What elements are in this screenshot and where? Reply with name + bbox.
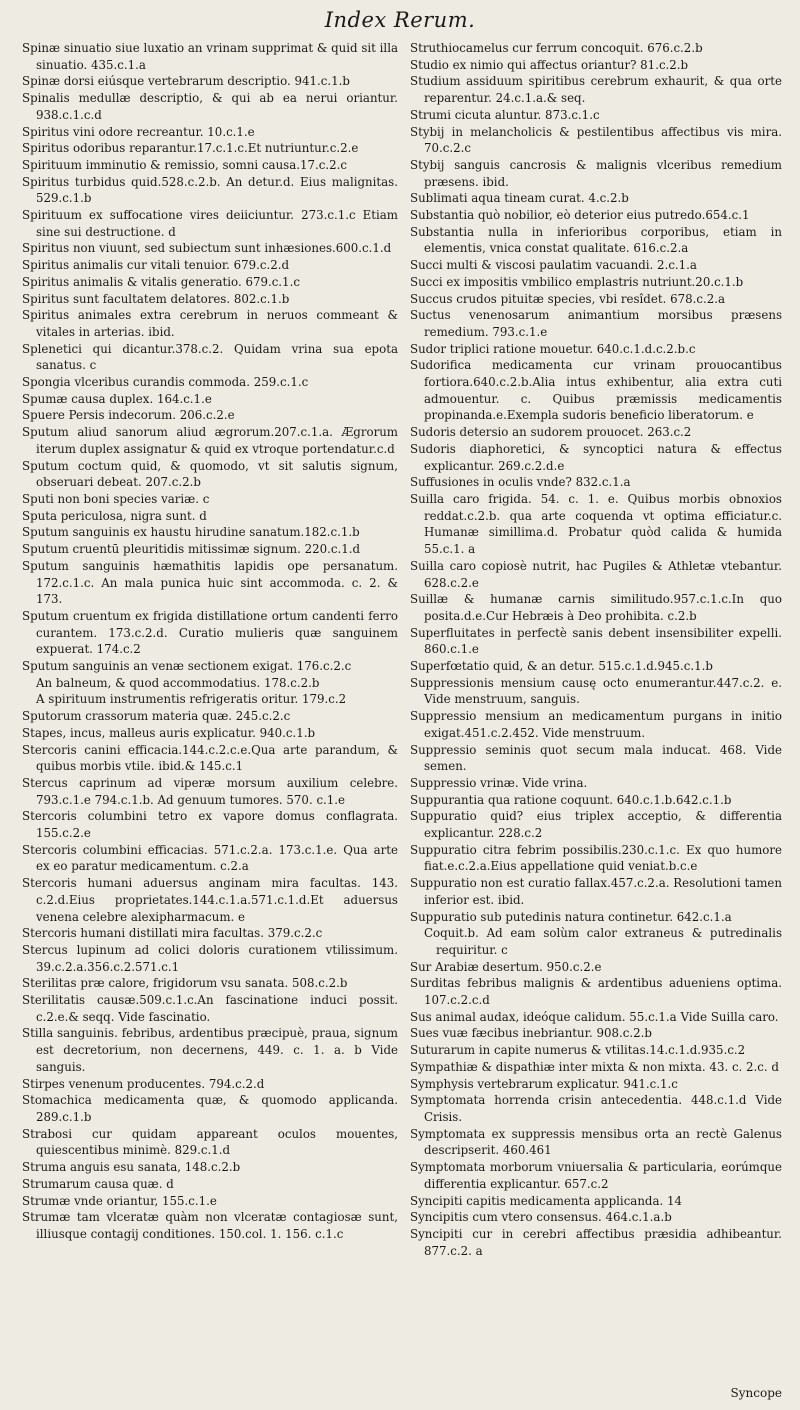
- index-entry: Sterilitatis causæ.509.c.1.c.An fascinatione induci possit. c.2.e.& seqq. Vide fascinatio.: [22, 993, 398, 1024]
- index-entry: Syncipitis cum vtero consensus. 464.c.1.a.b: [410, 1210, 672, 1225]
- index-entry: Stirpes venenum producentes. 794.c.2.d: [22, 1076, 265, 1091]
- index-entry: Stybij sanguis cancrosis & malignis vlceribus remedium præsens. ibid.: [410, 157, 782, 189]
- index-entry: Symptomata morborum vniuersalia & particularia, eorúmque differentia explicantur. 657.c.2: [410, 1160, 782, 1191]
- index-entry: Spiritus animalis & vitalis generatio. 679.c.1.c: [22, 274, 300, 289]
- index-entry: Spiritus non viuunt, sed subiectum sunt inhæsiones.600.c.1.d: [22, 241, 392, 256]
- index-entry: Sublimati aqua tineam curat. 4.c.2.b: [410, 191, 629, 206]
- index-entry: Sputum sanguinis hæmathitis lapidis ope persanatum. 172.c.1.c. An mala punica huic sint accommoda. c. 2. & 173.: [22, 558, 398, 607]
- index-entry: Suillæ & humanæ carnis similitudo.957.c.1.c.In quo posita.d.e.Cur Hebræis à Deo prohibita. c.2.b: [410, 592, 782, 623]
- index-entry: Symphysis vertebrarum explicatur. 941.c.1.c: [410, 1076, 678, 1091]
- index-entry: Stomachica medicamenta quæ, & quomodo applicanda. 289.c.1.b: [22, 1093, 398, 1124]
- index-entry: Sus animal audax, ideóque calidum. 55.c.1.a Vide Suilla caro.: [410, 1009, 779, 1024]
- index-entry: Suilla caro copiosè nutrit, hac Pugiles & Athletæ vtebantur. 628.c.2.e: [410, 558, 782, 590]
- index-entry: An balneum, & quod accommodatius. 178.c.2.b: [36, 675, 320, 690]
- index-entry: Suppuratio non est curatio fallax.457.c.2.a. Resolutioni tamen inferior est. ibid.: [410, 876, 782, 907]
- index-entry: Spinæ dorsi eiúsque vertebrarum descriptio. 941.c.1.b: [22, 74, 350, 89]
- index-entry: Spiritus turbidus quid.528.c.2.b. An detur.d. Eius malignitas. 529.c.1.b: [22, 174, 398, 206]
- index-entry: Spongia vlceribus curandis commoda. 259.c.1.c: [22, 375, 309, 390]
- index-entry: Suppressio vrinæ. Vide vrina.: [410, 775, 588, 790]
- index-entry: Sputum cruentū pleuritidis mitissimæ signum. 220.c.1.d: [22, 542, 361, 557]
- index-entry: Succus crudos pituitæ species, vbi resîdet. 678.c.2.a: [410, 291, 725, 306]
- index-entry: Sputum cruentum ex frigida distillatione ortum candenti ferro curantem. 173.c.2.d. Curatio mulieris quæ sanguinem expuerat. 174.c.2: [22, 608, 398, 657]
- index-entry: Suturarum in capite numerus & vtilitas.14.c.1.d.935.c.2: [410, 1043, 746, 1058]
- index-entry: Stercoris columbini efficacias. 571.c.2.a. 173.c.1.e. Qua arte ex eo paratur medicamentum. c.2.a: [22, 842, 398, 874]
- index-entry: Stercoris humani aduersus anginam mira facultas. 143. c.2.d.Eius proprietates.144.c.1.a.571.c.1.d.Et aduersus venena celebre alexipharmacum. e: [22, 876, 398, 924]
- index-entry: Syncipiti capitis medicamenta applicanda. 14: [410, 1193, 683, 1208]
- index-entry: Suppuratio quid? eius triplex acceptio, & differentia explicantur. 228.c.2: [410, 809, 782, 841]
- index-entry: Suppuratio citra febrim possibilis.230.c.1.c. Ex quo humore fiat.e.c.2.a.Eius appellatione quid veniat.b.c.e: [410, 842, 782, 874]
- index-entry: Spinalis medullæ descriptio, & qui ab ea nerui oriantur. 938.c.1.c.d: [22, 91, 398, 122]
- index-entry: Symptomata ex suppressis mensibus orta an rectè Galenus descripserit. 460.461: [410, 1126, 782, 1158]
- index-entry: Suppuratio sub putedinis natura continetur. 642.c.1.a: [410, 909, 732, 924]
- index-entry: Sympathiæ & dispathiæ inter mixta & non mixta. 43. c. 2.c. d: [410, 1059, 779, 1074]
- index-entry: Coquit.b. Ad eam solùm calor extraneus & putredinalis requiritur. c: [424, 926, 782, 957]
- index-entry: Syncipiti cur in cerebri affectibus præsidia adhibeantur. 877.c.2. a: [410, 1226, 782, 1258]
- index-entry: Superfœtatio quid, & an detur. 515.c.1.d.945.c.1.b: [410, 659, 713, 674]
- index-entry: Stilla sanguinis. febribus, ardentibus præcipuè, praua, signum est decretorium, non decernens, 449. c. 1. a. b Vide sanguis.: [22, 1026, 398, 1074]
- index-entry: Spuere Persis indecorum. 206.c.2.e: [22, 408, 235, 423]
- index-entry: Stercus caprinum ad viperæ morsum auxilium celebre. 793.c.1.e 794.c.1.b. Ad genuum tumores. 570. c.1.e: [22, 775, 398, 807]
- index-entry: Strumæ vnde oriantur, 155.c.1.e: [22, 1193, 217, 1208]
- index-entry: Suppressionis mensium causę octo enumerantur.447.c.2. e. Vide menstruum, sanguis.: [410, 675, 782, 707]
- right-column: [410, 40, 782, 1259]
- index-entry: Spinæ sinuatio siue luxatio an vrinam supprimat & quid sit illa sinuatio. 435.c.1.a: [22, 41, 398, 72]
- index-entry: Splenetici qui dicantur.378.c.2. Quidam vrina sua epota sanatus. c: [22, 341, 398, 373]
- index-entry: Substantia nulla in inferioribus corporibus, etiam in elementis, vnica constat qualitate. 616.c.2.a: [410, 224, 782, 256]
- index-entry: Struma anguis esu sanata, 148.c.2.b: [22, 1160, 241, 1175]
- index-entry: Surditas febribus malignis & ardentibus adueniens optima. 107.c.2.c.d: [410, 976, 782, 1008]
- index-entry: Sputi non boni species variæ. c: [22, 491, 210, 506]
- index-entry: Stercoris humani distillati mira facultas. 379.c.2.c: [22, 926, 323, 941]
- index-entry: Suilla caro frigida. 54. c. 1. e. Quibus morbis obnoxios reddat.c.2.b. qua arte coquenda vt optima efficiatur.c. Humanæ simillima.d. Probatur quòd calida & humida 55.c.1. a: [410, 491, 782, 557]
- index-entry: Sudoris diaphoretici, & syncoptici natura & effectus explicantur. 269.c.2.d.e: [410, 441, 782, 473]
- index-entry: Strumæ tam vlceratæ quàm non vlceratæ contagiosæ sunt, illiusque contagij conditiones. 150.col. 1. 156. c.1.c: [22, 1210, 398, 1241]
- index-entry: Sputorum crassorum materia quæ. 245.c.2.c: [22, 709, 291, 724]
- index-entry: Suffusiones in oculis vnde? 832.c.1.a: [410, 475, 631, 490]
- index-entry: Spirituum ex suffocatione vires deiiciuntur. 273.c.1.c Etiam sine sui destructione. d: [22, 208, 398, 239]
- index-entry: A spirituum instrumentis refrigeratis oritur. 179.c.2: [36, 692, 347, 707]
- index-entry: Symptomata horrenda crisin antecedentia. 448.c.1.d Vide Crisis.: [410, 1093, 782, 1124]
- index-entry: Superfluitates in perfectè sanis debent insensibiliter expelli. 860.c.1.e: [410, 625, 782, 657]
- index-entry: Spiritus animales extra cerebrum in neruos commeant & vitales in arterias. ibid.: [22, 308, 398, 339]
- index-entry: Strumarum causa quæ. d: [22, 1176, 174, 1191]
- index-entry: Suctus venenosarum animantium morsibus præsens remedium. 793.c.1.e: [410, 308, 782, 339]
- index-entry: Strumi cicuta aluntur. 873.c.1.c: [410, 107, 600, 122]
- index-entry: Studium assiduum spiritibus cerebrum exhaurit, & qua orte reparentur. 24.c.1.a.& seq.: [410, 74, 782, 106]
- index-entry: Struthiocamelus cur ferrum concoquit. 676.c.2.b: [410, 41, 703, 55]
- index-entry: Suppressio mensium an medicamentum purgans in initio exigat.451.c.2.452. Vide menstruum.: [410, 709, 782, 740]
- index-entry: Sputum coctum quid, & quomodo, vt sit salutis signum, obseruari debeat. 207.c.2.b: [22, 458, 398, 490]
- index-entry: Spiritus odoribus reparantur.17.c.1.c.Et nutriuntur.c.2.e: [22, 141, 359, 156]
- index-entry: Spirituum imminutio & remissio, somni causa.17.c.2.c: [22, 157, 348, 172]
- index-entry: Stybij in melancholicis & pestilentibus affectibus vis mira. 70.c.2.c: [410, 124, 782, 156]
- index-entry: Sputum sanguinis an venæ sectionem exigat. 176.c.2.c: [22, 659, 352, 674]
- index-entry: Sudoris detersio an sudorem prouocet. 263.c.2: [410, 425, 692, 440]
- index-entry: Stercoris columbini tetro ex vapore domus conflagrata. 155.c.2.e: [22, 809, 398, 841]
- index-entry: Sputum sanguinis ex haustu hirudine sanatum.182.c.1.b: [22, 525, 360, 540]
- index-entry: Spiritus sunt facultatem delatores. 802.c.1.b: [22, 291, 290, 306]
- index-entry: Stercoris canini efficacia.144.c.2.c.e.Qua arte parandum, & quibus morbis vtile. ibid.& 145.c.1: [22, 742, 398, 774]
- index-entry: Sputa periculosa, nigra sunt. d: [22, 508, 207, 523]
- index-entry: Sudorifica medicamenta cur vrinam prouocantibus fortiora.640.c.2.b.Alia intus exhibentur, alia extra cuti admouentur. c. Quibus præmissis medicamentis propinanda.e.Exempla sudoris beneficio liberatorum. e: [410, 358, 782, 423]
- index-entry: Succi ex impositis vmbilico emplastris nutriunt.20.c.1.b: [410, 274, 744, 289]
- index-entry: Suppurantia qua ratione coquunt. 640.c.1.b.642.c.1.b: [410, 792, 732, 807]
- index-entry: Substantia quò nobilior, eò deterior eius putredo.654.c.1: [410, 208, 750, 223]
- index-entry: Sterilitas præ calore, frigidorum vsu sanata. 508.c.2.b: [22, 976, 348, 991]
- index-entry: Sur Arabiæ desertum. 950.c.2.e: [410, 959, 602, 974]
- index-entry: Succi multi & viscosi paulatim vacuandi. 2.c.1.a: [410, 258, 697, 273]
- index-entry: Stercus lupinum ad colici doloris curationem vtilissimum. 39.c.2.a.356.c.2.571.c.1: [22, 942, 398, 974]
- index-entry: Sues vuæ fæcibus inebriantur. 908.c.2.b: [410, 1026, 652, 1041]
- left-column: [22, 40, 398, 1243]
- index-entry: Sudor triplici ratione mouetur. 640.c.1.d.c.2.b.c: [410, 341, 696, 356]
- index-entry: Spumæ causa duplex. 164.c.1.e: [22, 391, 212, 406]
- index-entry: Stapes, incus, malleus auris explicatur. 940.c.1.b: [22, 725, 316, 740]
- index-entry: Studio ex nimio qui affectus oriantur? 81.c.2.b: [410, 57, 689, 72]
- index-entry: Spiritus animalis cur vitali tenuior. 679.c.2.d: [22, 258, 290, 273]
- index-entry: Strabosi cur quidam appareant oculos mouentes, quiescentibus minimè. 829.c.1.d: [22, 1126, 398, 1158]
- index-entry: Sputum aliud sanorum aliud ægrorum.207.c.1.a. Ægrorum iterum duplex assignatur & quid ex vtroque portendatur.c.d: [22, 425, 398, 456]
- index-entry: Suppressio seminis quot secum mala inducat. 468. Vide semen.: [410, 742, 782, 774]
- index-entry: Spiritus vini odore recreantur. 10.c.1.e: [22, 124, 255, 139]
- page-title: Index Rerum.: [324, 8, 476, 32]
- column-divider: [404, 44, 405, 1384]
- catchword: Syncope: [730, 1386, 782, 1400]
